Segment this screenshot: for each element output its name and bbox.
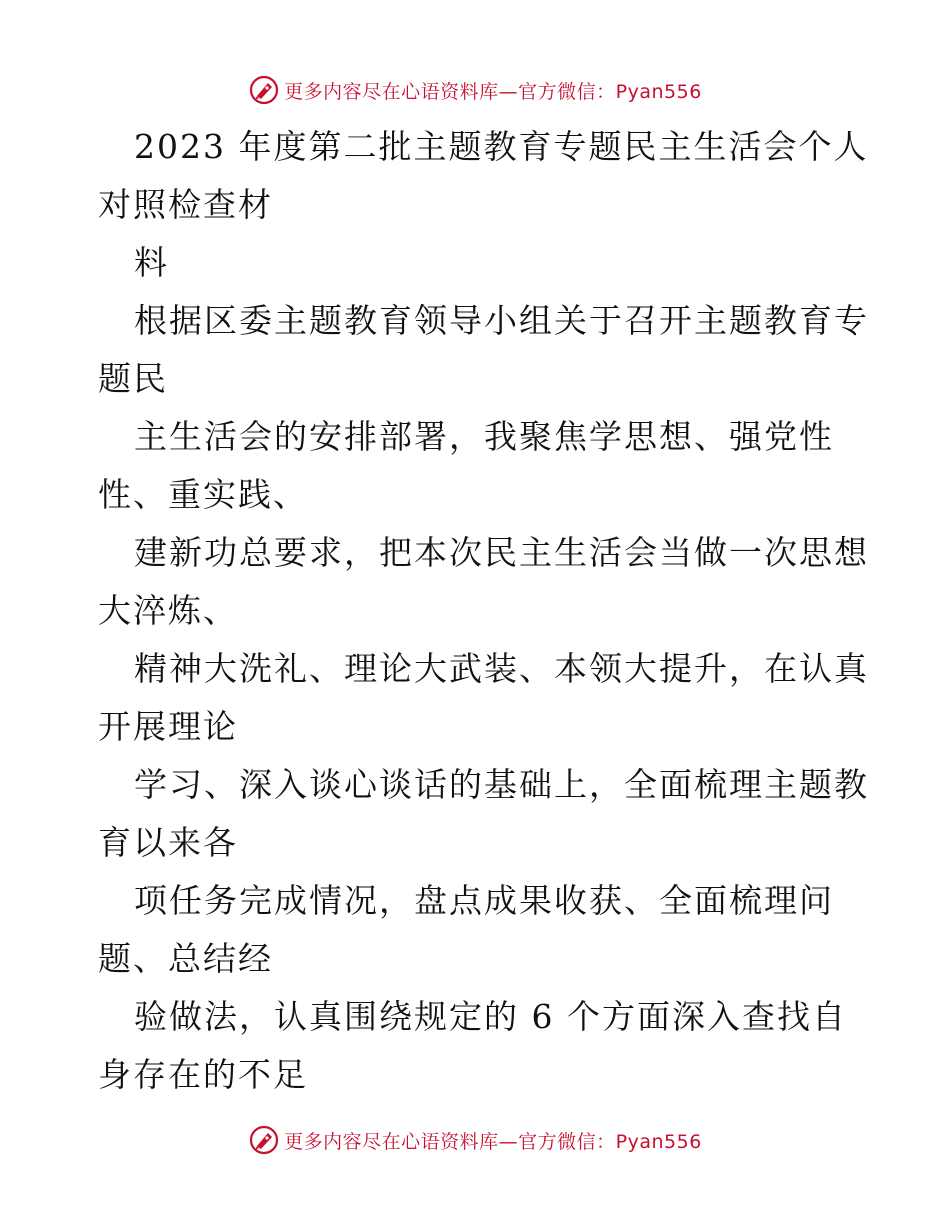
text-line: 学习、深入谈心谈话的基础上，全面梳理主题教 (134, 765, 869, 804)
pen-nib-logo-icon (248, 74, 280, 106)
text-line: 料 (134, 243, 169, 282)
watermark-text: 更多内容尽在心语资料库—官方微信：Pyan556 (284, 80, 702, 103)
text-line: 身存在的不足 (98, 1055, 308, 1094)
pen-nib-logo-icon (248, 1124, 280, 1156)
text-line: 精神大洗礼、理论大武装、本领大提升，在认真 (134, 649, 869, 688)
text-line: 性、重实践、 (98, 475, 308, 514)
text-line: 项任务完成情况，盘点成果收获、全面梳理问 (134, 881, 834, 920)
text-line: 主生活会的安排部署，我聚焦学思想、强党性 (134, 417, 834, 456)
footer-watermark (0, 1120, 950, 1160)
text-line: 题民 (98, 359, 168, 398)
watermark-text: 更多内容尽在心语资料库—官方微信：Pyan556 (284, 1130, 702, 1153)
text-line: 建新功总要求，把本次民主生活会当做一次思想 (134, 533, 869, 572)
text-line: 验做法，认真围绕规定的 6 个方面深入查找自 (134, 997, 847, 1036)
text-line: 开展理论 (98, 707, 238, 746)
text-line: 大淬炼、 (98, 591, 238, 630)
text-line: 育以来各 (98, 823, 238, 862)
text-line: 2023 年度第二批主题教育专题民主生活会个人 (134, 127, 869, 166)
header-watermark (0, 70, 950, 110)
text-line: 对照检查材 (98, 185, 273, 224)
document-body (98, 118, 868, 1104)
text-line: 题、总结经 (98, 939, 273, 978)
text-line: 根据区委主题教育领导小组关于召开主题教育专 (134, 301, 869, 340)
